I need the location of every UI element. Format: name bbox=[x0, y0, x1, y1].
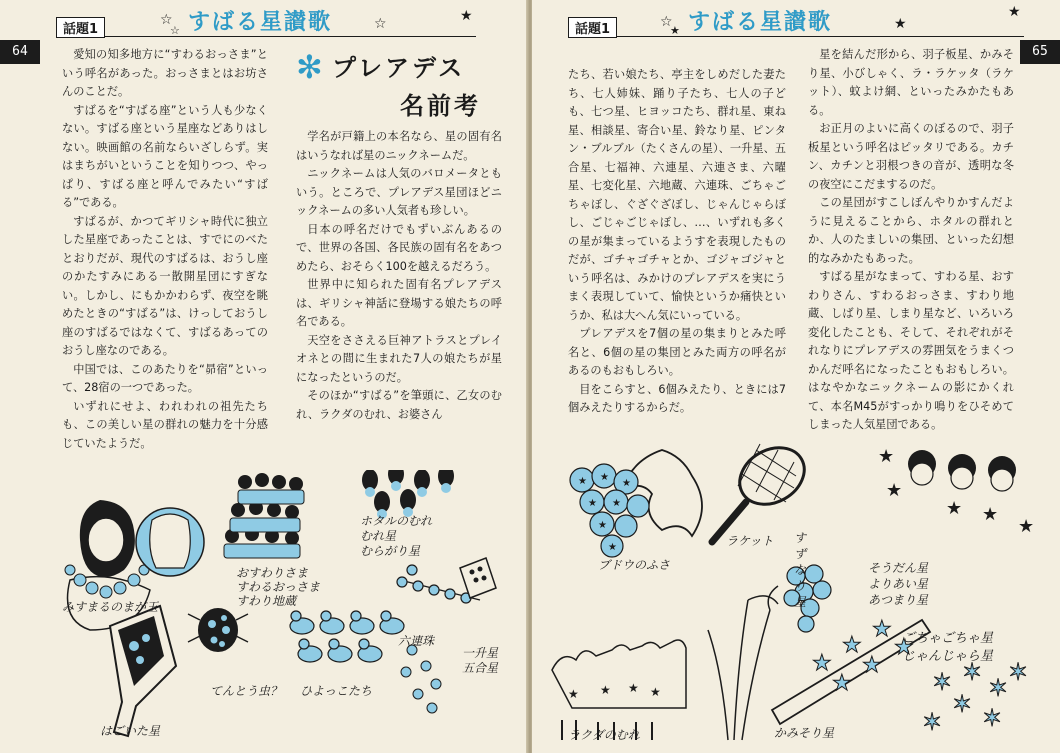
svg-text:★: ★ bbox=[1018, 516, 1035, 537]
rice-plant-illustration bbox=[708, 586, 778, 740]
svg-text:★: ★ bbox=[872, 617, 892, 642]
page-number-right: 65 bbox=[1020, 40, 1060, 64]
paragraph: お正月のよいに高くのぼるので、羽子板星という呼名はピッタリである。カチン、カチンと羽根つきの音が、透明な冬の夜空にこだまするのだ。 bbox=[808, 122, 1014, 191]
header-title-right: すばる星讃歌 bbox=[688, 10, 833, 35]
caption-gochagocha bbox=[902, 630, 993, 666]
page-number-left: 64 bbox=[0, 40, 40, 64]
svg-text:★: ★ bbox=[598, 520, 607, 531]
section-subtitle bbox=[296, 42, 506, 122]
svg-text:★: ★ bbox=[608, 542, 617, 553]
scattered-beads-illustration bbox=[401, 645, 441, 713]
caption-magatama: みすまるのまが玉 bbox=[62, 600, 159, 614]
left-column-2 bbox=[296, 128, 502, 424]
caption-raketto: ラケット bbox=[726, 534, 774, 548]
star-icon: ★ bbox=[460, 8, 473, 24]
svg-text:★: ★ bbox=[946, 498, 963, 519]
paragraph: いずれにせよ、われわれの祖先たちも、この美しい星の群れの魅力を十分感じていたようだ。 bbox=[62, 399, 268, 450]
paragraph: すばるが、かつてギリシャ時代に独立した星座であったことは、すでにのべたとおりだが、現代のすばるは、おうし座のかたすみにある一散開星団にすぎない。しかし、にもかかわらず、夜空を眺めたときの“すばる”は、けっしておうし座のすばるではなくて、すばるあってのおうし座なのである。 bbox=[62, 214, 268, 357]
caption-ichishoboshi bbox=[462, 646, 498, 676]
svg-text:★: ★ bbox=[578, 476, 587, 487]
paragraph: 目をこらすと、6個みえたり、ときには7個みえたりするからだ。 bbox=[568, 382, 786, 414]
star-icon: ★ bbox=[894, 16, 907, 32]
caption-line: なり bbox=[794, 563, 807, 593]
camel-caravan-illustration bbox=[552, 640, 686, 740]
caption-line: すわるおっさま bbox=[236, 580, 321, 594]
subtitle-line-2: 名前考 bbox=[400, 92, 481, 120]
svg-text:✶: ✶ bbox=[962, 658, 983, 686]
right-column-1 bbox=[568, 66, 786, 418]
caption-osuwari bbox=[236, 566, 320, 608]
masu-box-illustration bbox=[460, 558, 496, 598]
svg-text:★: ★ bbox=[588, 498, 597, 509]
ducklings-illustration bbox=[290, 611, 404, 662]
caption-line: よりあい星 bbox=[868, 577, 929, 591]
grape-bunch-illustration bbox=[570, 450, 702, 557]
caption-rakuda: ラクダのむれ bbox=[568, 728, 640, 742]
caption-hagoita: はごいた星 bbox=[100, 724, 161, 738]
caption-hotaru bbox=[360, 514, 432, 559]
svg-text:★: ★ bbox=[982, 504, 999, 525]
caption-hiyoko: ひよっこたち bbox=[300, 684, 373, 698]
paragraph: 中国では、このあたりを“昴宿”といって、28宿の一つであった。 bbox=[62, 362, 268, 394]
left-page bbox=[0, 0, 528, 753]
left-header bbox=[56, 10, 476, 37]
people-group-illustration bbox=[878, 446, 1034, 537]
svg-text:★: ★ bbox=[600, 472, 609, 483]
star-icon: ☆ bbox=[660, 14, 673, 30]
paragraph: 日本の呼名だけでもずいぶんあるので、世界の各国、各民族の固有名をあつめたら、おそらく100を越えるだろう。 bbox=[296, 222, 502, 273]
firefly-illustration bbox=[362, 470, 454, 519]
right-illustrations bbox=[542, 440, 1042, 750]
caption-line: あつまり星 bbox=[868, 593, 929, 607]
paragraph: すばるを“すばる座”という人も少なくない。すばる座という星座などありはしない。映画館の名前ならいざしらず。実はまちがいということを知りつつ、やっぱり、すばる座と呼んでみたい“すばる”である。 bbox=[62, 103, 268, 209]
caption-line: すわり地蔵 bbox=[236, 594, 297, 608]
racket-illustration bbox=[712, 440, 814, 542]
caption-line: むれ星 bbox=[360, 529, 397, 543]
svg-text:★: ★ bbox=[842, 633, 862, 658]
star-icon: ★ bbox=[670, 24, 680, 37]
caption-line: ごちゃごちゃ星 bbox=[902, 631, 994, 646]
star-icon: ☆ bbox=[160, 12, 173, 28]
caption-yoriai bbox=[868, 560, 928, 608]
svg-text:✶: ✶ bbox=[932, 668, 953, 696]
right-column-2 bbox=[808, 46, 1014, 435]
paragraph: すばる星がなまって、すわる星、おすわりさん、すわるおっさま、すわり地蔵、しばり星、しまり星など、いろいろ変化したことも、そして、それぞれがそれなりにプレアデスの雰囲気をうまくつかんだ呼名になったこともおもしろい。はなやかなニックネームの影にかくれて、本名M45がすっかり鳴りをひそめてしまった人気星団である。 bbox=[808, 270, 1014, 431]
svg-text:★: ★ bbox=[628, 681, 639, 695]
header-title-left: すばる星讃歌 bbox=[188, 10, 333, 35]
right-page bbox=[532, 0, 1060, 753]
caption-rokurenju: 六連珠 bbox=[398, 634, 435, 648]
ladybug-illustration bbox=[188, 608, 248, 652]
caption-line: 星 bbox=[794, 595, 807, 609]
paragraph: 天空をささえる巨神アトラスとプレイオネとの間に生まれた7人の娘たちが星になったというのだ。 bbox=[296, 333, 502, 384]
caption-line: そうだん星 bbox=[868, 561, 929, 575]
caption-line: おすわりさま bbox=[236, 566, 309, 580]
svg-text:✶: ✶ bbox=[988, 674, 1009, 702]
asterisk-icon: ✻ bbox=[296, 48, 323, 86]
star-icon: ☆ bbox=[170, 24, 180, 37]
paragraph: 世界中に知られた固有名プレアデスは、ギリシャ神話に登場する娘たちの呼名である。 bbox=[296, 278, 502, 328]
hagoita-illustration bbox=[110, 606, 176, 736]
svg-text:✶: ✶ bbox=[922, 708, 943, 736]
svg-text:✶: ✶ bbox=[952, 690, 973, 718]
caption-budou: ブドウのふさ bbox=[598, 558, 671, 572]
svg-text:★: ★ bbox=[612, 498, 621, 509]
svg-text:★: ★ bbox=[600, 683, 611, 697]
svg-text:★: ★ bbox=[886, 480, 903, 501]
svg-text:✶: ✶ bbox=[1008, 658, 1029, 686]
topic-label-left: 話題1 bbox=[56, 17, 105, 38]
paragraph: プレアデスを7個の星の集まりとみた呼名と、6個の星の集団とみた両方の呼名があるのもおもしろい。 bbox=[568, 327, 786, 377]
paragraph: ニックネームは人気のバロメータともいう。ところで、プレアデス星団ほどニックネームの多い人気者も珍しい。 bbox=[296, 167, 502, 217]
paragraph: この星団がすこしぼんやりかすんだように見えることから、ホタルの群れとか、人のたましいの集団、といった幻想的なみかたもあった。 bbox=[808, 196, 1014, 265]
svg-text:★: ★ bbox=[568, 687, 579, 701]
svg-text:★: ★ bbox=[650, 685, 661, 699]
paragraph: 学名が戸籍上の本名なら、星の固有名はいうなれば星のニックネームだ。 bbox=[296, 130, 502, 162]
topic-label-right: 話題1 bbox=[568, 17, 617, 38]
osuwari-people-illustration bbox=[224, 473, 304, 558]
paragraph: そのほか“すばる”を筆頭に、乙女のむれ、ラクダのむれ、お婆さん bbox=[296, 389, 502, 421]
caption-line: すず bbox=[794, 531, 807, 561]
caption-line: ホタルのむれ bbox=[360, 514, 433, 528]
caption-line: 五合星 bbox=[462, 661, 499, 675]
star-icon: ★ bbox=[1008, 4, 1021, 20]
paragraph: 愛知の知多地方に“すわるおっさま”という呼名があった。おっさまとはお坊さんのことだ。 bbox=[62, 48, 268, 98]
caption-suzunari bbox=[794, 530, 810, 610]
caption-tentomushi: てんとう虫？ bbox=[210, 684, 283, 698]
caption-line: むらがり星 bbox=[360, 544, 421, 558]
scattered-stars-illustration bbox=[922, 658, 1028, 736]
svg-text:★: ★ bbox=[832, 671, 852, 696]
caption-kamisori: かみそり星 bbox=[774, 726, 835, 740]
caption-line: じゃんじゃら星 bbox=[902, 649, 994, 664]
svg-text:✶: ✶ bbox=[982, 704, 1003, 732]
caption-line: 一升星 bbox=[462, 646, 499, 660]
paragraph: たち、若い娘たち、亭主をしめだした妻たち、七人姉妹、踊り子たち、七人の子ども、七つ星、ヒヨッコたち、群れ星、東ね星、相談星、寄合い星、鈴なり星、ピンタン・ブルブル（たくさんの星）、一升星、五合星、七福神、六連星、六連さま、六曜星、七変化星、六地蔵、六連珠、ごちゃごちゃぼし、ぐざぐざぼし、じゃんじゃらぼし、ごじゃごじゃぼし、…、いずれも多くの星が集まっているようすを表現したものだが、ゴチャゴチャとか、ゴジャゴジャという呼名は、みかけのプレアデスを実にうまく表現していて、愉快というか痛快というか、私は大へん気にいっている。 bbox=[568, 68, 786, 322]
star-icon: ☆ bbox=[374, 16, 387, 32]
svg-text:★: ★ bbox=[862, 653, 882, 678]
subtitle-line-1: プレアデス bbox=[332, 54, 466, 82]
svg-text:★: ★ bbox=[622, 478, 631, 489]
paragraph: 星を結んだ形から、羽子板星、かみそり星、小びしゃく、ラ・ラケッタ（ラケット）、蚊よけ網、といったみかたもある。 bbox=[808, 48, 1014, 117]
left-column-1 bbox=[62, 46, 268, 453]
svg-text:★: ★ bbox=[894, 635, 914, 660]
svg-text:★: ★ bbox=[812, 651, 832, 676]
right-header bbox=[568, 4, 1024, 37]
svg-text:★: ★ bbox=[878, 446, 895, 467]
